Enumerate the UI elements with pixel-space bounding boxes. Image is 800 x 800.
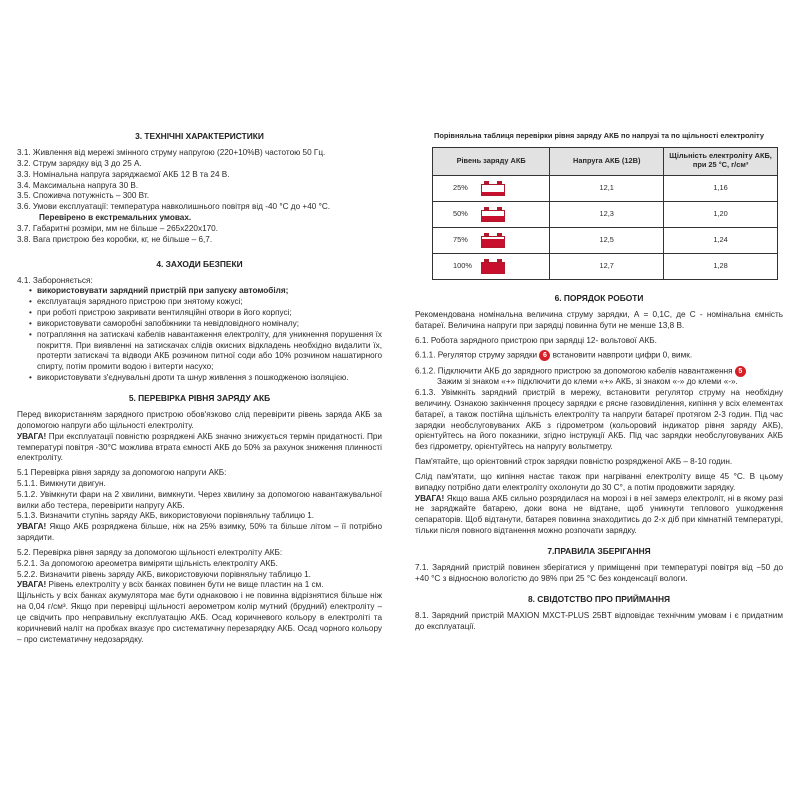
table-header-row <box>433 147 778 175</box>
paragraph: 8.1. Зарядний пристрій MAXION MXCT-PLUS 25BT відповідає технічним умовам і є придатним до експлуатації. <box>415 610 783 631</box>
safety-item: • використовувати зарядний пристрій при запуску автомобіля; <box>17 286 382 297</box>
paragraph: 5.1.2. Увімкнути фари на 2 хвилини, вимкнути. Через хвилину за допомогою навантажувальної вилки або тестера, перевірити напругу АКБ. <box>17 489 382 510</box>
paragraph: 5.1 Перевірка рівня заряду за допомогою напруги АКБ: <box>17 468 227 478</box>
safety-item: • при роботі пристрою закривати вентиляційні отвори в його корпусі; <box>17 308 382 319</box>
battery-icon <box>481 233 505 248</box>
right-column <box>415 131 783 632</box>
paragraph: Рекомендована номінальна величина струму зарядки, А = 0,1С, де С - номінальна ємність батареї. Величина напруги при зарядці повинна бути не менше 13,8 В. <box>415 309 783 330</box>
warning-text: При експлуатації повністю розряджені АКБ значно знижується термін придатності. При температурі повітря -30°С можлива втрата ємності АКБ до 50% за рахунок зниження плинності електроліту. <box>17 431 382 463</box>
section-4-title: 4. ЗАХОДИ БЕЗПЕКИ <box>156 258 243 269</box>
safety-item: • експлуатація зарядного пристрою при знятому кожусі; <box>17 297 382 308</box>
warning-label: УВАГА! <box>17 522 47 532</box>
paragraph: 5.1.3. Визначити ступінь заряду АКБ, використовуючи порівняльну таблицю 1. <box>17 511 315 521</box>
warning-paragraph <box>17 432 382 464</box>
section-8-title: 8. СВІДОТСТВО ПРО ПРИЙМАННЯ <box>527 593 671 604</box>
spec-item: 3.3. Номінальна напруга заряджаємої АКБ 12 В та 24 В. <box>17 169 230 179</box>
section-6-title: 6. ПОРЯДОК РОБОТИ <box>554 292 644 303</box>
paragraph: Перед використанням зарядного пристрою обов'язково слід перевірити рівень заряда АКБ за допомогою напруги або щільності електроліту. <box>17 410 382 430</box>
paragraph: 5.1.1. Вимкнути двигун. <box>17 478 106 488</box>
battery-icon <box>481 181 505 196</box>
spec-item: 3.4. Максимальна напруга 30 В. <box>17 180 139 190</box>
spec-item: 3.8. Вага пристрою без коробки, кг, не більше – 6,7. <box>17 234 213 244</box>
warning-text: Якщо ваша АКБ сильно розрядилася на морозі і в неї замерз електроліт, ні в якому разі не заряджайте батарею, доки вона не відтане, щоб уникнути теплового ушкодження сепараторів. Щоб відтанути, батарея повинна знаходитись до 2-х діб при кімнатній температурі, тільки після повного відтанення можно розпочати зарядку. <box>415 493 783 536</box>
section-3-title: 3. ТЕХНІЧНІ ХАРАКТЕРИСТИКИ <box>135 131 264 141</box>
table-title: Порівняльна таблиця перевірки рівня заряду АКБ по напрузі та по щільності електроліту <box>434 131 764 140</box>
safety-intro: 4.1. Забороняється: <box>17 275 93 285</box>
table-header-cell: Напруга АКБ (12В) <box>550 147 664 175</box>
paragraph: 7.1. Зарядний пристрій повинен зберігатися у приміщенні при температурі повітря від −50 до +40 °С з відносною вологістю до 98% при 25 °С без конденсації вологи. <box>415 563 783 583</box>
warning-paragraph <box>17 522 382 544</box>
spec-item: 3.2. Струм зарядку від 3 до 25 А. <box>17 158 142 168</box>
spec-item: 3.5. Споживча потужність – 300 Вт. <box>17 191 149 201</box>
density-cell: 1,16 <box>664 175 778 201</box>
warning-label: УВАГА! <box>17 580 47 590</box>
charge-level-cell <box>433 253 550 279</box>
battery-icon <box>481 207 505 222</box>
left-column <box>17 131 382 645</box>
voltage-cell: 12,7 <box>550 253 664 279</box>
warning-text: Якщо АКБ розряджена більше, ніж на 25% взимку, 50% та більше літом – її потрібно зарядити. <box>17 522 382 543</box>
section-5-title: 5. ПЕРЕВІРКА РІВНЯ ЗАРЯДУ АКБ <box>128 392 271 403</box>
table-header-cell: Рівень заряду АКБ <box>433 147 550 175</box>
paragraph: 5.2.1. За допомогою ареометра виміряти щільність електроліту АКБ. <box>17 558 278 568</box>
paragraph: 6.1.2. Підключити АКБ до зарядного пристрою за допомогою кабелів навантаження 5 <box>415 366 783 378</box>
spec-item: 3.1. Живлення від мережі змінного струму напругою (220+10%В) частотою 50 Гц. <box>17 148 326 158</box>
charge-level-label: 100% <box>453 261 472 271</box>
safety-item: • використовувати саморобні запобіжники та невідповідного номіналу; <box>17 319 382 330</box>
section-7-title: 7.ПРАВИЛА ЗБЕРІГАННЯ <box>547 545 651 556</box>
safety-item: • використовувати з'єднувальні дроти та шнур живлення з пошкодженою ізоляцією. <box>17 373 382 384</box>
paragraph: 6.1.1. Регулятор струму зарядки 6 встановити навпроти цифри 0, вимк. <box>415 351 693 361</box>
warning-label: УВАГА! <box>17 431 47 441</box>
spec-note: Перевірено в екстремальних умовах. <box>39 213 192 223</box>
paragraph: 6.1. Робота зарядного пристрою при зарядці 12- вольтової АКБ. <box>415 335 657 345</box>
spec-item: 3.6. Умови експлуатації: температура навколишнього повітря від -40 °С до +40 °С. <box>17 202 331 212</box>
paragraph: Щільність у всіх банках акумулятора має бути однаковою і не повинна відрізнятися більше ніж на 0,04 г/см³. Якщо при перевірці щільності аерометром колір мутний (брудний) електроліту – це свідчить про неправильну експлуатацію АКБ. Осад коричневого кольору в електроліті та коричневий наліт на пробках вказує про систематичну перезарядку АКБ. Осад чорного кольору – про систематичну недозарядку. <box>17 591 382 644</box>
warning-text: Рівень електроліту у всіх банках повинен бути не вище пластин на 1 см. <box>46 580 324 590</box>
paragraph: Слід пам'ятати, що кипіння настає також при нагріванні електроліту вище 45 °С. В цьому випадку потрібно дати електроліту охолонути до 30 С°, а потім продовжити зарядку. <box>415 471 783 492</box>
battery-icon <box>481 259 505 274</box>
callout-badge: 5 <box>735 366 746 377</box>
warning-label: УВАГА! <box>415 493 445 503</box>
spec-item: 3.7. Габаритні розміри, мм не більше – 265x220x170. <box>17 223 219 233</box>
charge-level-cell <box>433 201 550 227</box>
charge-level-cell <box>433 227 550 253</box>
safety-item: • потрапляння на затискачі кабелів навантаження електроліту, для уникнення порушення їх покриття. При виявленні на затискачах слідів окисних відкладень необхідно видалити їх, протерти затискачі та відводи АКБ розчином питної соди або 10% розчином нашатирного спирту, потім промити водою і витерти насухо; <box>17 330 382 373</box>
charge-level-label: 50% <box>453 209 468 219</box>
warning-paragraph <box>415 494 783 537</box>
voltage-cell: 12,5 <box>550 227 664 253</box>
paragraph: 5.2. Перевірка рівня заряду за допомогою щільності електроліту АКБ: <box>17 547 283 557</box>
table-row <box>433 253 778 279</box>
table-header-cell: Щільність електроліту АКБ, при 25 °С, г/см³ <box>664 147 778 175</box>
voltage-cell: 12,3 <box>550 201 664 227</box>
callout-badge: 6 <box>539 350 550 361</box>
paragraph: Зажим зі знаком «+» підключити до клеми «+» АКБ, зі знаком «-» до клеми «-». <box>437 377 738 387</box>
table-row <box>433 227 778 253</box>
paragraph: 6.1.3. Увімкніть зарядний пристрій в мережу, встановити регулятор струму на необхідну величину. Ознакою закінчення процесу зарядки є рясне газовиділення, кипіння у всіх елементах батареї, а також постійна щільність електроліту та напруги батареї протягом 2-3 годин. Під час зарядки необслуговуваних АКБ з гідрометром (кольоровий індикатор рівня заряду АКБ), орієнтуйтесь на його показники, згідно інструкції АКБ. Під час зарядки необслуговуваних АКБ без гідрометру, орієнтуйтесь на напругу вольтметру. <box>415 388 783 452</box>
voltage-cell: 12,1 <box>550 175 664 201</box>
paragraph: Пам'ятайте, що орієнтовний строк зарядки повністю розрядженої АКБ – 8-10 годин. <box>415 457 733 467</box>
charge-level-cell <box>433 175 550 201</box>
density-cell: 1,24 <box>664 227 778 253</box>
comparison-table <box>432 147 778 280</box>
density-cell: 1,28 <box>664 253 778 279</box>
density-cell: 1,20 <box>664 201 778 227</box>
warning-paragraph <box>17 580 382 591</box>
paragraph: 5.2.2. Визначити рівень заряду АКБ, використовуючи порівняльну таблицю 1. <box>17 569 311 579</box>
table-row <box>433 175 778 201</box>
charge-level-label: 75% <box>453 235 468 245</box>
table-row <box>433 201 778 227</box>
charge-level-label: 25% <box>453 183 468 193</box>
